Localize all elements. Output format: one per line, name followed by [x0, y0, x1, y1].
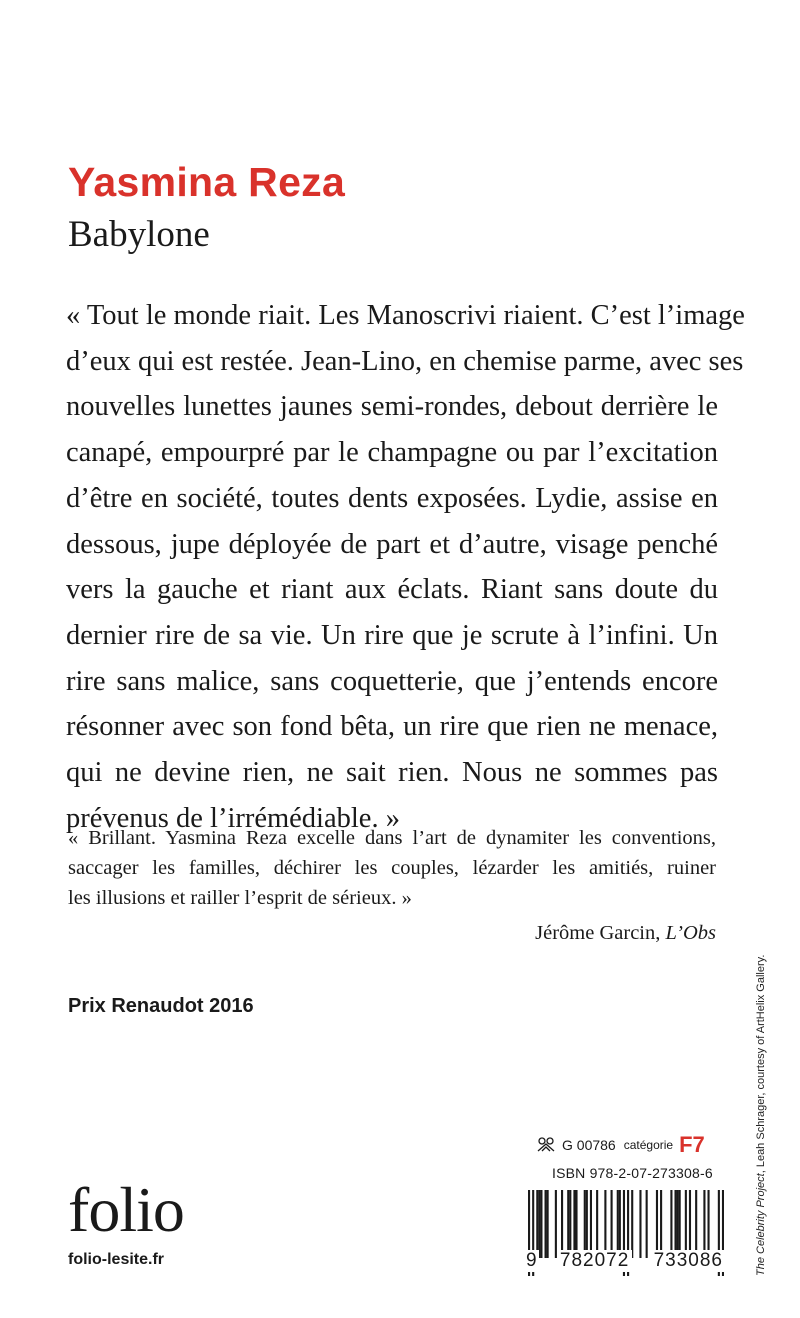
- excerpt-block: [66, 293, 745, 841]
- barcode-bar: [584, 1190, 586, 1258]
- barcode-bar: [646, 1190, 648, 1258]
- barcode-bar: [569, 1190, 571, 1258]
- publisher-website[interactable]: folio-lesite.fr: [68, 1251, 165, 1268]
- excerpt-line: d’eux qui est restée. Jean-Lino, en chemise parme, avec ses: [66, 345, 744, 377]
- barcode-bar: [677, 1190, 679, 1258]
- barcode-digits-right: 733086: [651, 1250, 726, 1272]
- barcode-bar: [695, 1190, 697, 1258]
- prize-label: Prix Renaudot 2016: [68, 995, 254, 1017]
- barcode-bar: [679, 1190, 681, 1258]
- image-credit: [755, 955, 767, 1276]
- barcode-bar: [707, 1190, 709, 1258]
- barcode-bar: [590, 1190, 592, 1258]
- barcode-bar: [670, 1190, 672, 1258]
- barcode-digits: [526, 1250, 726, 1272]
- folio-logo: folio: [68, 1174, 184, 1245]
- category-label: catégorie: [623, 1138, 674, 1152]
- barcode-bar: [617, 1190, 619, 1258]
- excerpt-line: prévenus de l’irrémédiable. »: [66, 802, 400, 834]
- barcode-bar: [674, 1190, 676, 1258]
- barcode-bar: [619, 1190, 621, 1258]
- catalog-code: G 00786: [562, 1137, 616, 1153]
- catalog-code-row: [536, 1134, 705, 1156]
- book-title: Babylone: [68, 214, 210, 255]
- barcode-bar: [567, 1190, 569, 1258]
- barcode-bar: [545, 1190, 547, 1258]
- isbn-label: ISBN 978-2-07-273308-6: [552, 1165, 713, 1181]
- barcode-bar: [656, 1190, 658, 1258]
- review-quote: [68, 823, 716, 913]
- barcode-bar: [573, 1190, 575, 1258]
- barcode-bar: [540, 1190, 542, 1258]
- credit-rest: , Leah Schrager, courtesy of ArtHelix Gallery.: [755, 954, 767, 1174]
- excerpt-line: résonner avec son fond bêta, un rire que rien ne menace,: [66, 711, 718, 743]
- review-line: « Brillant. Yasmina Reza excelle dans l’art de dynamiter les conventions,: [68, 827, 716, 849]
- excerpt-line: canapé, empourpré par le champagne ou par l’excitation: [66, 437, 718, 469]
- excerpt-line: vers la gauche et riant aux éclats. Riant sans doute du: [66, 574, 718, 606]
- publication-name: L’Obs: [665, 922, 716, 944]
- review-line: les illusions et railler l’esprit de sérieux. »: [68, 887, 412, 909]
- barcode-digits-left: 782072: [557, 1250, 632, 1272]
- excerpt-line: qui ne devine rien, ne sait rien. Nous ne sommes pas: [66, 757, 718, 789]
- barcode-bar: [555, 1190, 557, 1258]
- barcode-bar: [536, 1190, 538, 1258]
- barcode-bar: [561, 1190, 563, 1258]
- excerpt-line: « Tout le monde riait. Les Manoscrivi riaient. C’est l’image: [66, 300, 745, 331]
- barcode-bar: [611, 1190, 613, 1258]
- review-attribution: [535, 918, 716, 948]
- barcode-digit-lead: 9: [526, 1250, 537, 1271]
- barcode-bar: [547, 1190, 549, 1258]
- excerpt-line: d’être en société, toutes dents exposées. Lydie, assise en: [66, 482, 718, 514]
- critic-name: Jérôme Garcin,: [535, 922, 661, 944]
- excerpt-line: nouvelles lunettes jaunes semi-rondes, debout derrière le: [66, 391, 718, 423]
- barcode-bar: [660, 1190, 662, 1258]
- excerpt-line: dernier rire de sa vie. Un rire que je scrute à l’infini. Un: [66, 619, 718, 651]
- barcode-bar: [689, 1190, 691, 1258]
- barcode-bar: [604, 1190, 606, 1258]
- excerpt-line: dessous, jupe déployée de part et d’autre, visage penché: [66, 528, 718, 560]
- barcode-bar: [596, 1190, 598, 1258]
- publisher-emblem-icon: [536, 1137, 556, 1153]
- author-name: Yasmina Reza: [68, 159, 346, 205]
- category-value: F7: [679, 1132, 705, 1157]
- barcode-bar: [685, 1190, 687, 1258]
- barcode-bar: [586, 1190, 588, 1258]
- review-line: saccager les familles, déchirer les couples, lézarder les amitiés, ruiner: [68, 857, 716, 879]
- excerpt-line: rire sans malice, sans coquetterie, que j’entends encore: [66, 665, 718, 697]
- barcode-bar: [538, 1190, 540, 1258]
- barcode-bar: [575, 1190, 577, 1258]
- barcode-bar: [631, 1190, 633, 1258]
- barcode-bar: [703, 1190, 705, 1258]
- credit-work: The Celebrity Project: [755, 1173, 767, 1276]
- barcode-bar: [639, 1190, 641, 1258]
